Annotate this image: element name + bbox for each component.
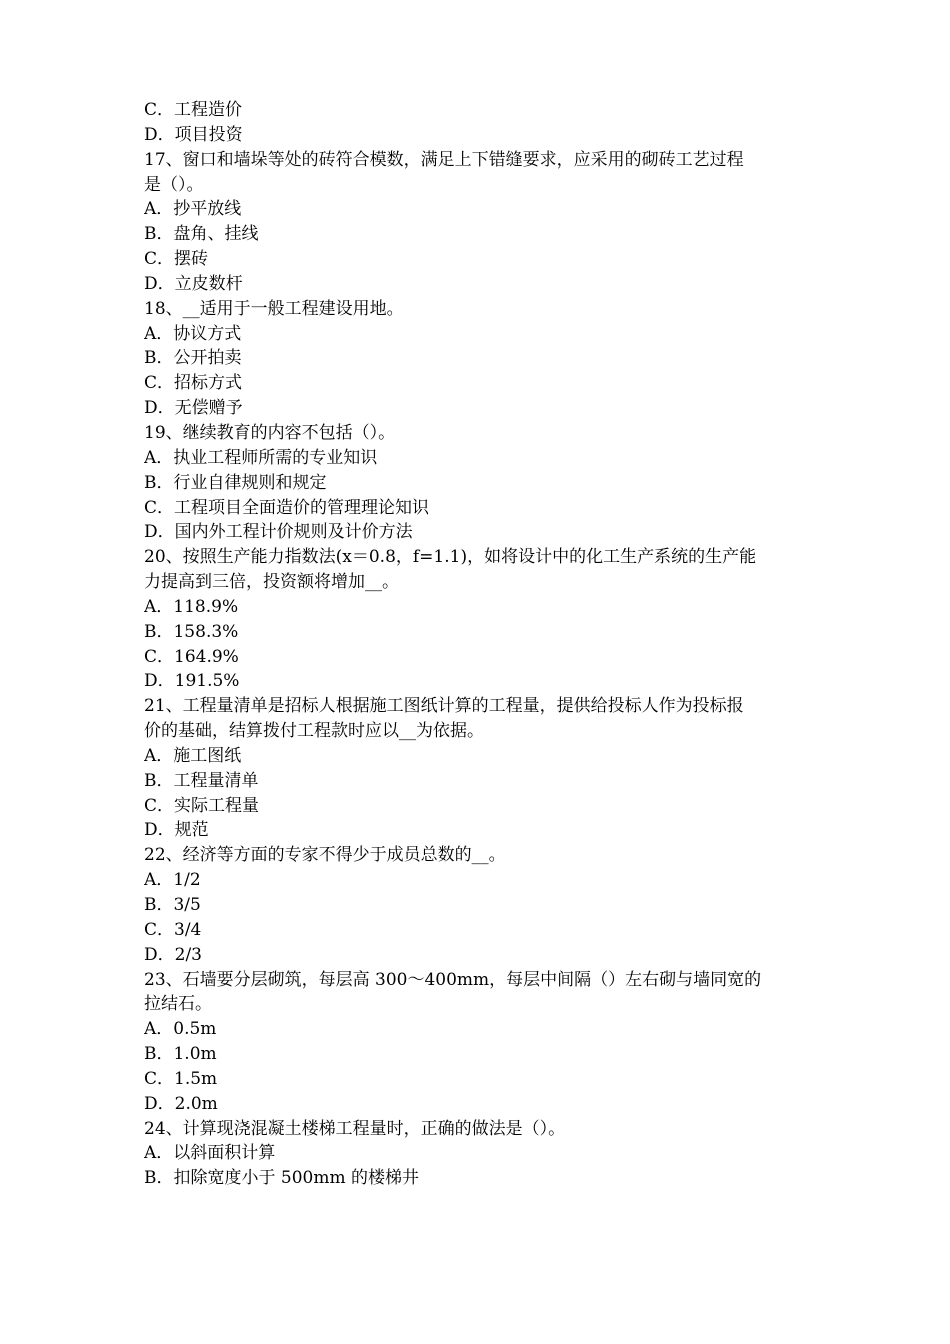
text-line: 18、__适用于一般工程建设用地。 [144,298,404,319]
text-line: B．1.0m [144,1044,217,1065]
document-body [144,98,814,1191]
text-line: 19、继续教育的内容不包括（）。 [144,422,396,443]
text-line: A．118.9% [144,596,239,617]
text-line: B．工程量清单 [144,770,259,791]
text-line: C．1.5m [144,1068,218,1089]
text-line: 22、经济等方面的专家不得少于成员总数的__。 [144,845,506,866]
text-line: B．盘角、挂线 [144,224,259,245]
text-line: B．公开拍卖 [144,348,242,369]
text-line: B．行业自律规则和规定 [144,472,327,493]
text-line: 17、窗口和墙垛等处的砖符合模数，满足上下错缝要求，应采用的砌砖工艺过程 [144,149,744,170]
text-line: C．工程造价 [144,100,243,120]
text-line: D．2/3 [144,944,202,965]
text-line: 20、按照生产能力指数法(x＝0.8，f=1.1)，如将设计中的化工生产系统的生产能 [144,547,757,568]
text-line: 拉结石。 [144,994,212,1015]
text-line: D．2.0m [144,1093,218,1114]
text-line: 力提高到三倍，投资额将增加__。 [144,572,399,593]
text-line: C．3/4 [144,919,202,940]
text-line: 21、工程量清单是招标人根据施工图纸计算的工程量，提供给投标人作为投标报 [144,696,744,717]
text-line: B．3/5 [144,895,201,915]
text-line: C．工程项目全面造价的管理理论知识 [144,497,430,518]
text-line: 24、计算现浇混凝土楼梯工程量时，正确的做法是（）。 [144,1118,566,1139]
text-line: A．协议方式 [144,323,242,344]
text-line: D．规范 [144,820,209,841]
text-line: C．摆砖 [144,249,209,270]
text-line: C．实际工程量 [144,795,260,816]
text-line: A．以斜面积计算 [144,1143,276,1164]
text-line: 价的基础，结算拨付工程款时应以__为依据。 [144,721,484,742]
text-line: A．0.5m [144,1019,217,1040]
text-line: A．1/2 [144,870,201,891]
text-line: D．项目投资 [144,124,243,145]
text-line: D．国内外工程计价规则及计价方法 [144,522,413,543]
text-line: A．执业工程师所需的专业知识 [144,447,378,468]
text-line: B．扣除宽度小于 500mm 的楼梯井 [144,1168,419,1189]
text-line: D．无偿赠予 [144,398,243,419]
text-line: B．158.3% [144,621,239,642]
text-line: C．招标方式 [144,373,243,394]
text-line: A．抄平放线 [144,199,242,220]
text-line: D．立皮数杆 [144,273,243,294]
text-line: D．191.5% [144,671,240,692]
text-line: C．164.9% [144,646,239,667]
text-line: A．施工图纸 [144,745,242,766]
text-line: 23、石墙要分层砌筑，每层高 300～400mm，每层中间隔（）左右砌与墙同宽的 [144,969,762,990]
text-line: 是（）。 [144,174,204,195]
